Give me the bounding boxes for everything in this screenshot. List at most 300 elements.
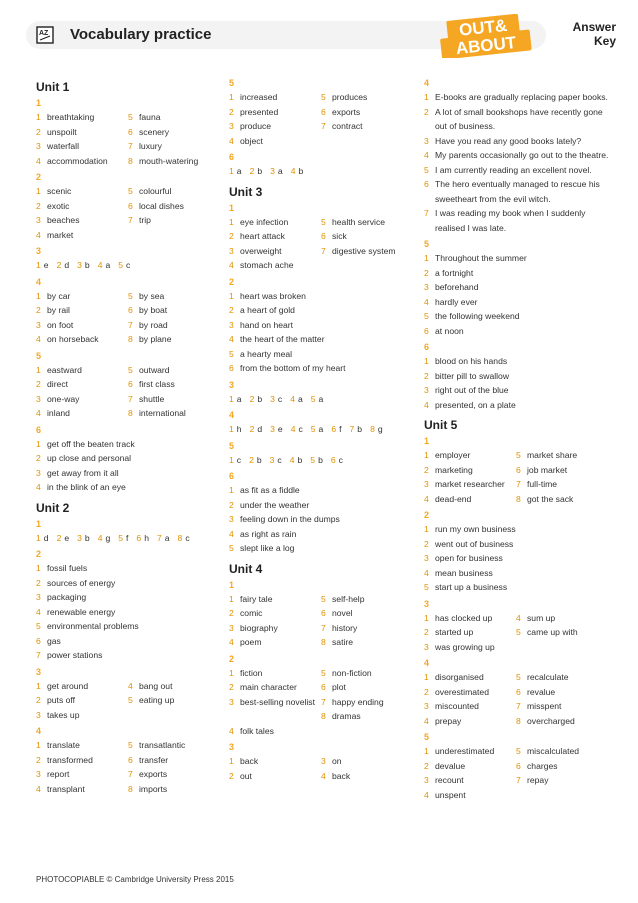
answer-text: from the bottom of my heart	[240, 363, 346, 373]
answer-row	[424, 354, 610, 369]
answer-text: self-help	[332, 593, 365, 604]
answer-number: 7	[128, 319, 133, 330]
answer-number: 1	[36, 438, 41, 449]
answer-number: 1	[36, 680, 41, 691]
exercise-number: 5	[424, 732, 430, 742]
answer-text: eye infection	[240, 216, 289, 227]
answer-text: unspent	[435, 789, 466, 800]
exercise-number: 1	[229, 579, 235, 590]
answer-item	[36, 561, 216, 576]
answer-number: 8	[321, 637, 326, 647]
answer-text: revalue	[527, 686, 556, 697]
answer-item	[424, 759, 516, 774]
answer-letter: c	[277, 454, 282, 465]
answer-letter: b	[357, 424, 363, 434]
answer-text: breathtaking	[47, 112, 95, 122]
answer-text: waterfall	[47, 141, 79, 151]
answer-number: 2	[424, 464, 429, 475]
answer-number: 5	[310, 454, 316, 465]
answer-text: eastward	[47, 364, 82, 375]
answer-row	[424, 251, 610, 266]
answer-letter: d	[64, 260, 70, 270]
answer-item	[321, 680, 346, 695]
answer-item	[128, 110, 161, 125]
answer-text: market researcher	[435, 479, 505, 489]
answer-row	[36, 332, 216, 347]
answer-number: 2	[56, 260, 62, 270]
answer-item	[128, 738, 185, 753]
answer-item	[36, 154, 128, 169]
answer-item	[516, 448, 577, 463]
answer-text: employer	[435, 450, 471, 460]
answer-item	[516, 714, 575, 729]
answer-row	[36, 619, 216, 634]
answer-number: 2	[424, 370, 429, 381]
answer-text: hardly ever	[435, 296, 478, 307]
answer-number: 5	[128, 740, 133, 750]
answer-item	[36, 480, 216, 495]
answer-text: back	[240, 756, 259, 766]
answer-number: 5	[128, 364, 133, 375]
answer-row	[36, 679, 216, 694]
answer-item	[516, 477, 557, 492]
answer-text: trip	[139, 215, 151, 225]
answer-text: back	[332, 770, 351, 781]
answer-number: 1	[36, 563, 41, 573]
answer-row	[229, 318, 411, 333]
answer-item	[321, 229, 347, 244]
answer-number: 4	[321, 770, 326, 781]
answer-number: 6	[321, 231, 326, 241]
answer-row	[229, 498, 411, 513]
answer-number: 1	[36, 364, 41, 375]
answer-text: packaging	[47, 592, 87, 602]
answer-letter: c	[298, 424, 303, 434]
answer-number: 3	[229, 121, 234, 131]
answer-number: 2	[36, 305, 41, 315]
answer-text: scenic	[47, 186, 72, 196]
answer-letter: e	[277, 424, 283, 434]
exercise-number: 1	[36, 518, 42, 529]
answer-item	[36, 576, 216, 591]
answer-text: has clocked up	[435, 612, 493, 623]
answer-text: blood on his hands	[435, 356, 508, 366]
answer-item	[36, 767, 128, 782]
answer-item	[36, 318, 128, 333]
answer-text: history	[332, 622, 358, 633]
answer-letter: a	[236, 166, 242, 176]
answer-item	[36, 392, 128, 407]
answer-number: 3	[424, 135, 429, 146]
answer-text: prepay	[435, 715, 462, 726]
exercise-number: 6	[36, 424, 42, 435]
answer-number: 5	[118, 260, 124, 270]
answer-number: 1	[36, 260, 41, 270]
answer-text: folk tales	[240, 725, 274, 736]
answer-text: one-way	[47, 393, 80, 404]
answer-item	[424, 714, 516, 729]
unit-heading: Unit 4	[229, 561, 263, 576]
answer-text: A lot of small bookshops have recently gone out of business.	[435, 106, 603, 131]
answer-inline-row	[229, 453, 411, 468]
answer-item	[36, 184, 128, 199]
answer-number: 6	[321, 608, 326, 618]
answer-text: Throughout the summer	[435, 253, 527, 263]
answer-item	[424, 625, 516, 640]
answer-item	[229, 527, 411, 542]
answer-item	[36, 437, 216, 452]
answer-row	[229, 90, 411, 105]
answer-text: direct	[47, 379, 69, 389]
answer-item	[229, 606, 321, 621]
answer-item	[229, 769, 321, 784]
answer-text: imports	[139, 783, 168, 794]
answer-row	[36, 451, 216, 466]
answer-item	[321, 621, 357, 636]
answer-item	[229, 347, 411, 362]
answer-number: 4	[424, 789, 429, 800]
answer-item	[229, 318, 411, 333]
answer-row	[424, 206, 610, 235]
answer-number: 3	[269, 454, 275, 465]
answer-item	[424, 105, 610, 134]
answer-item	[229, 621, 321, 636]
answer-row	[424, 134, 610, 149]
answer-text: fairy tale	[240, 593, 273, 604]
answer-text: mean business	[435, 567, 493, 578]
answer-item	[229, 498, 411, 513]
answer-item	[516, 492, 573, 507]
answer-item	[36, 634, 216, 649]
answer-item	[321, 105, 360, 120]
answer-number: 3	[424, 641, 429, 652]
answer-item	[424, 324, 610, 339]
answer-row	[424, 477, 610, 492]
answer-item	[128, 782, 167, 797]
answer-letter: b	[256, 454, 262, 465]
answer-number: 2	[56, 532, 62, 543]
answer-number: 1	[229, 454, 234, 465]
answer-number: 8	[321, 711, 326, 721]
answer-item	[321, 119, 363, 134]
answer-row	[229, 332, 411, 347]
answer-number: 5	[424, 311, 429, 321]
answer-item	[424, 566, 610, 581]
answer-text: sick	[332, 231, 347, 241]
answer-number: 3	[36, 141, 41, 151]
answer-number: 5	[229, 543, 234, 553]
answer-number: 4	[128, 680, 133, 691]
answer-text: international	[139, 408, 186, 418]
answer-row	[36, 480, 216, 495]
answer-item	[321, 754, 342, 769]
answer-number: 6	[128, 305, 133, 315]
answer-item	[321, 244, 396, 259]
answer-row	[36, 406, 216, 421]
answer-text: start up a business	[435, 582, 508, 592]
answer-number: 3	[270, 166, 275, 176]
unit-heading: Unit 3	[229, 184, 263, 199]
answer-row	[424, 398, 610, 413]
answer-row	[36, 634, 216, 649]
answer-number: 5	[310, 393, 316, 404]
answer-item	[36, 708, 216, 723]
answer-item	[424, 369, 610, 384]
answer-row	[424, 759, 610, 774]
answer-item	[229, 361, 411, 376]
answer-row	[229, 229, 411, 244]
answer-item	[516, 759, 558, 774]
logo-line-1: OUT&	[458, 15, 509, 40]
answer-number: 2	[36, 200, 41, 211]
answer-number: 5	[424, 582, 429, 592]
answer-letter: a	[318, 393, 324, 404]
answer-number: 5	[36, 621, 41, 631]
answer-item	[321, 592, 364, 607]
answer-letter: g	[105, 532, 111, 543]
answer-text: fiction	[240, 667, 263, 678]
answer-text: My parents occasionally go out to the theatre.	[435, 150, 609, 160]
answer-text: fossil fuels	[47, 563, 88, 573]
answer-item	[424, 492, 516, 507]
exercise-number: 5	[229, 78, 235, 88]
exercise-number: 4	[36, 276, 42, 287]
answer-key-line-1: Answer	[572, 20, 616, 34]
answer-row	[36, 303, 216, 318]
answer-item	[424, 788, 610, 803]
answer-row	[424, 611, 610, 626]
answer-item	[128, 693, 174, 708]
answer-number: 4	[36, 229, 41, 240]
answer-number: 4	[229, 135, 234, 146]
answer-text: disorganised	[435, 672, 484, 682]
answer-item	[36, 289, 128, 304]
answer-row	[229, 134, 411, 149]
answer-number: 1	[424, 450, 429, 460]
answer-text: first class	[139, 379, 175, 389]
answer-letter: b	[257, 393, 263, 404]
answer-number: 4	[36, 482, 41, 492]
answer-number: 4	[516, 612, 521, 623]
answer-row	[424, 773, 610, 788]
answer-number: 8	[128, 334, 133, 344]
answer-item	[36, 782, 128, 797]
answer-text: out	[240, 770, 252, 781]
answer-text: marketing	[435, 464, 473, 475]
answer-item	[36, 693, 128, 708]
answer-letter: h	[144, 532, 149, 543]
answer-row	[424, 699, 610, 714]
answer-item	[36, 738, 128, 753]
answer-number: 2	[36, 126, 41, 137]
answer-text: under the weather	[240, 499, 310, 510]
answer-text: scenery	[139, 126, 170, 137]
answer-item	[424, 640, 610, 655]
answer-text: report	[47, 769, 70, 779]
answer-letter: b	[297, 454, 303, 465]
answer-item	[128, 753, 168, 768]
exercise-number: 5	[229, 440, 235, 451]
answer-row	[229, 680, 411, 695]
answer-number: 2	[229, 499, 234, 510]
answer-text: outward	[139, 364, 170, 375]
answer-text: up close and personal	[47, 453, 132, 463]
answer-row	[229, 347, 411, 362]
answer-text: a fortnight	[435, 267, 474, 278]
answer-number: 4	[290, 393, 295, 404]
answer-row	[229, 635, 411, 650]
answer-text: by road	[139, 319, 168, 330]
answer-number: 3	[229, 696, 234, 707]
answer-number: 4	[229, 637, 234, 647]
answer-text: on	[332, 756, 342, 766]
answer-number: 4	[229, 725, 234, 736]
exercise-number: 5	[36, 350, 42, 361]
answer-number: 2	[229, 608, 234, 618]
answer-row	[36, 561, 216, 576]
answer-text: the heart of the matter	[240, 334, 325, 344]
answer-text: health service	[332, 216, 386, 227]
answer-text: recalculate	[527, 672, 569, 682]
answer-item	[128, 318, 168, 333]
answer-number: 7	[321, 622, 326, 633]
answers-column-2	[229, 74, 411, 783]
answer-row	[229, 215, 411, 230]
answer-number: 1	[424, 356, 429, 366]
answer-item	[36, 619, 216, 634]
answer-item	[424, 148, 610, 163]
answer-row	[36, 184, 216, 199]
answer-item	[229, 680, 321, 695]
answer-item	[229, 229, 321, 244]
answer-item	[424, 134, 610, 149]
answer-row	[229, 724, 411, 739]
answer-text: dead-end	[435, 493, 472, 504]
answer-row	[424, 463, 610, 478]
answer-item	[424, 266, 610, 281]
answer-row	[424, 309, 610, 324]
answer-row	[36, 377, 216, 392]
answer-number: 7	[128, 141, 133, 151]
unit-heading: Unit 5	[424, 418, 458, 432]
answer-number: 7	[156, 532, 162, 543]
answer-text: job market	[527, 464, 568, 475]
answer-inline-row	[36, 258, 216, 273]
answer-row	[36, 576, 216, 591]
answer-row	[424, 383, 610, 398]
answer-number: 2	[229, 106, 234, 117]
answer-number: 2	[229, 231, 234, 241]
answer-text: plot	[332, 682, 346, 692]
answer-text: power stations	[47, 650, 103, 660]
answer-row	[229, 303, 411, 318]
answer-number: 7	[128, 215, 133, 225]
answer-item	[424, 463, 516, 478]
answer-text: a heart of gold	[240, 305, 295, 315]
answer-letter: c	[338, 454, 343, 465]
answer-number: 4	[229, 528, 234, 539]
answer-item	[424, 551, 610, 566]
answer-text: misspent	[527, 701, 562, 711]
answer-number: 2	[424, 627, 429, 637]
answer-number: 6	[321, 682, 326, 692]
answer-number: 7	[321, 245, 326, 256]
answer-number: 4	[97, 260, 103, 270]
answer-number: 2	[229, 682, 234, 692]
answer-number: 2	[36, 577, 41, 588]
answer-row	[229, 483, 411, 498]
answer-item	[36, 451, 216, 466]
answer-number: 3	[424, 479, 429, 489]
answer-number: 1	[424, 612, 429, 623]
logo-line-2: ABOUT	[454, 32, 518, 58]
answer-number: 1	[424, 253, 429, 263]
answer-number: 3	[229, 245, 234, 256]
answer-number: 3	[270, 424, 275, 434]
answer-number: 6	[128, 126, 133, 137]
answer-text: as fit as a fiddle	[240, 485, 300, 495]
answer-text: happy ending	[332, 696, 384, 707]
answer-text: transatlantic	[139, 740, 186, 750]
answer-text: shuttle	[139, 393, 165, 404]
answer-number: 1	[229, 667, 234, 678]
answer-item	[516, 773, 549, 788]
answer-text: Have you read any good books lately?	[435, 135, 582, 146]
answer-number: 5	[321, 667, 326, 678]
answer-text: puts off	[47, 695, 76, 705]
answer-item	[229, 258, 411, 273]
answer-number: 7	[128, 393, 133, 404]
answer-number: 2	[424, 760, 429, 771]
answer-number: 7	[516, 701, 521, 711]
answer-number: 1	[36, 290, 41, 301]
answer-number: 3	[77, 532, 82, 543]
answer-row	[229, 527, 411, 542]
exercise-number: 3	[36, 666, 42, 677]
answer-row	[424, 744, 610, 759]
answer-number: 6	[136, 532, 142, 543]
answer-number: 2	[424, 106, 429, 117]
exercise-number: 4	[424, 78, 430, 88]
answer-text: market share	[527, 450, 578, 460]
answer-row	[36, 110, 216, 125]
answer-text: by rail	[47, 305, 70, 315]
answer-text: unspoilt	[47, 126, 77, 137]
answer-text: object	[240, 135, 263, 146]
answer-item	[229, 483, 411, 498]
answer-item	[424, 522, 610, 537]
answer-item	[128, 679, 172, 694]
answer-item	[229, 244, 321, 259]
answer-key-label	[573, 20, 616, 48]
answer-text: transplant	[47, 783, 85, 794]
answer-row	[424, 685, 610, 700]
answer-letter: a	[318, 424, 324, 434]
answer-text: sources of energy	[47, 577, 116, 588]
exercise-number: 2	[36, 172, 42, 182]
answer-number: 3	[424, 701, 429, 711]
answer-number: 1	[424, 92, 429, 102]
answer-item	[229, 119, 321, 134]
answer-row	[36, 125, 216, 140]
answer-text: market	[47, 229, 74, 240]
unit-heading: Unit 2	[36, 500, 70, 515]
answer-text: overestimated	[435, 686, 489, 697]
answer-row	[229, 119, 411, 134]
answer-row	[36, 767, 216, 782]
answer-text: came up with	[527, 627, 578, 637]
answer-item	[424, 206, 610, 235]
